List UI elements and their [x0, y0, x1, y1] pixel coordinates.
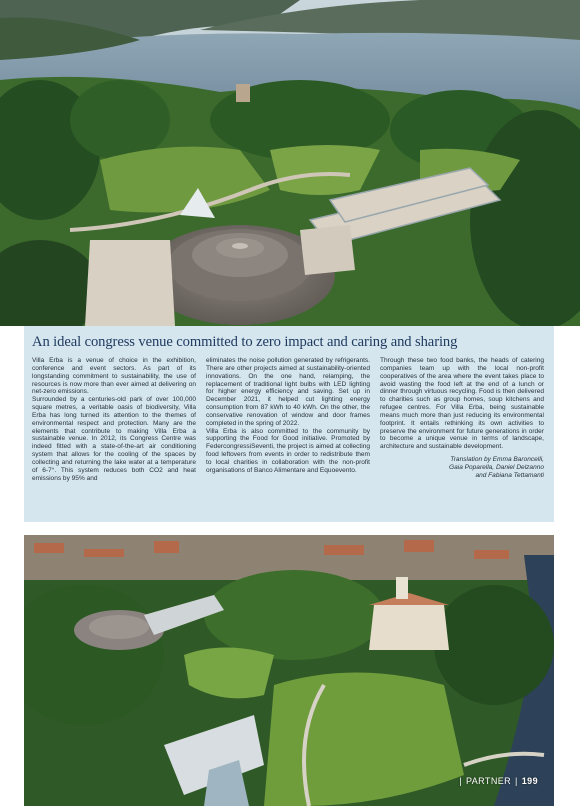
paragraph: Villa Erba is also committed to the community by supporting the Food for Good initiative. Promoted by FedercongressiSeventi, the project is aimed at collecting food leftovers from events in order to redistribute them to local charities in collaboration with the non-profit organisations of Banco Alimentare and Equoevento. [206, 427, 370, 474]
article-title: An ideal congress venue committed to zero impact and caring and sharing [32, 334, 458, 350]
page-number: 199 [521, 776, 538, 786]
credit-line: Gaia Poparella, Daniel Delzanno [449, 463, 544, 471]
credit-line: Translation by Emma Baroncelli, [450, 456, 544, 464]
folio-separator: | [515, 776, 518, 786]
paragraph: Villa Erba is a venue of choice in the exhibition, conference and event sectors. As part of its longstanding commitment to sustainability, the use of resources is now more than ever aimed at delivering on net-zero emissions. [32, 357, 196, 396]
magazine-name: PARTNER [466, 776, 512, 786]
article-column-3 [380, 357, 544, 483]
paragraph: Surrounded by a centuries-old park of over 100,000 square metres, a veritable oasis of biodiversity, Villa Erba has long turned its attention to the themes of environmental respect and protection. Many are the elements that contribute to making Villa Erba a sustainable venue. In 2012, its Congress Centre was indeed fitted with a state-of-the-art air conditioning system that allows for the cooling of the spaces by collecting and returning the lake water at a temperature of 6-7°. This system reduces both CO2 and heat emissions by 95% and [32, 396, 196, 482]
paragraph: eliminates the noise pollution generated by refrigerants. There are other projects aimed at sustainability-oriented innovations. On the one hand, relamping, the replacement of traditional light bulbs with LED lighting for higher energy efficiency and saving. Set up in December 2021, it helped cut lighting energy consumption from 87 kWh to 40 kWh. On the other, the conservative renovation of window and door frames completed in the spring of 2022. [206, 357, 370, 427]
bottom-aerial-photo [24, 535, 554, 806]
page-folio [459, 776, 538, 786]
article-columns [32, 357, 546, 483]
article-column-2 [206, 357, 370, 483]
article-column-1 [32, 357, 196, 483]
article-panel [24, 326, 554, 522]
top-aerial-photo [0, 0, 580, 326]
folio-separator: | [459, 776, 463, 786]
translation-credits [380, 456, 544, 480]
paragraph: Through these two food banks, the heads of catering companies team up with the local non-profit cooperatives of the area where the event takes place to avoid wasting the food left at the end of a lunch or dinner through virtuous recycling. Food is then delivered to charities such as group homes, soup kitchens and refugee centres. For Villa Erba, being sustainable means much more than just reducing its environmental footprint. It entails rethinking its own activities to preserve the environment for future generations in order to become a unique venue in terms of landscape, architecture and sustainable development. [380, 357, 544, 451]
credit-line: and Fabiana Tettamanti [475, 471, 544, 479]
